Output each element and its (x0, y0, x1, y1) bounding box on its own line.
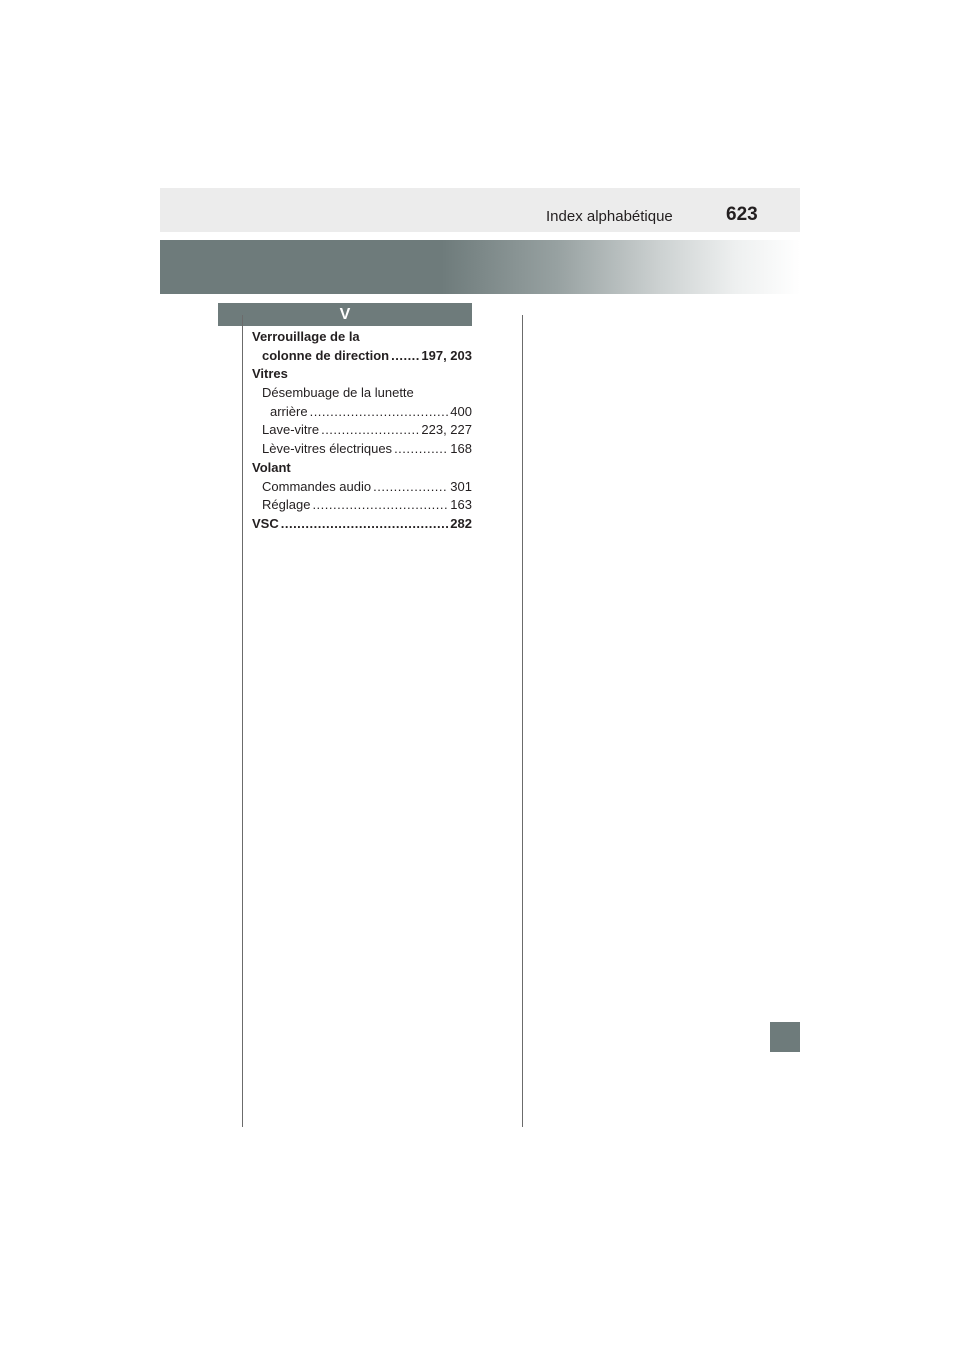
index-letter-heading: V (218, 303, 472, 326)
index-entry (252, 440, 472, 459)
index-entry (252, 403, 472, 422)
index-term: VSC (252, 515, 279, 531)
index-term: Réglage (262, 497, 311, 513)
index-entry (252, 459, 472, 478)
index-term: colonne de direction (262, 347, 390, 363)
index-pages: 223, 227 (421, 422, 472, 438)
index-entry-list (252, 328, 472, 534)
index-pages: 168 (450, 441, 472, 457)
dot-leader (391, 347, 419, 366)
column-rule-left (242, 315, 243, 1127)
page-number: 623 (726, 204, 758, 225)
index-entry (252, 328, 472, 347)
index-pages: 163 (450, 497, 472, 513)
section-title: Index alphabétique (546, 208, 673, 225)
index-entry (252, 347, 472, 366)
index-term: Désembuage de la lunette (262, 385, 414, 401)
index-term: Verrouillage de la (252, 329, 360, 344)
header-gradient-band (160, 240, 800, 294)
index-term: Lève-vitres électriques (262, 441, 393, 457)
chapter-tab-marker (770, 1022, 800, 1052)
index-pages: 197, 203 (421, 347, 472, 363)
index-entry (252, 384, 472, 403)
index-entry (252, 421, 472, 440)
dot-leader (312, 496, 448, 515)
index-pages: 282 (450, 515, 472, 531)
index-term: arrière (270, 403, 308, 419)
column-rule-right (522, 315, 523, 1127)
header-bar (160, 188, 800, 232)
index-entry (252, 478, 472, 497)
dot-leader (394, 440, 448, 459)
index-entry (252, 515, 472, 534)
dot-leader (281, 515, 449, 534)
index-term: Lave-vitre (262, 422, 320, 438)
index-entry (252, 365, 472, 384)
index-pages: 301 (450, 478, 472, 494)
dot-leader (321, 421, 419, 440)
index-term: Commandes audio (262, 478, 372, 494)
dot-leader (310, 403, 449, 422)
dot-leader (373, 478, 448, 497)
index-term: Vitres (252, 366, 288, 382)
index-pages: 400 (450, 403, 472, 419)
index-entry (252, 496, 472, 515)
index-term: Volant (252, 459, 291, 475)
